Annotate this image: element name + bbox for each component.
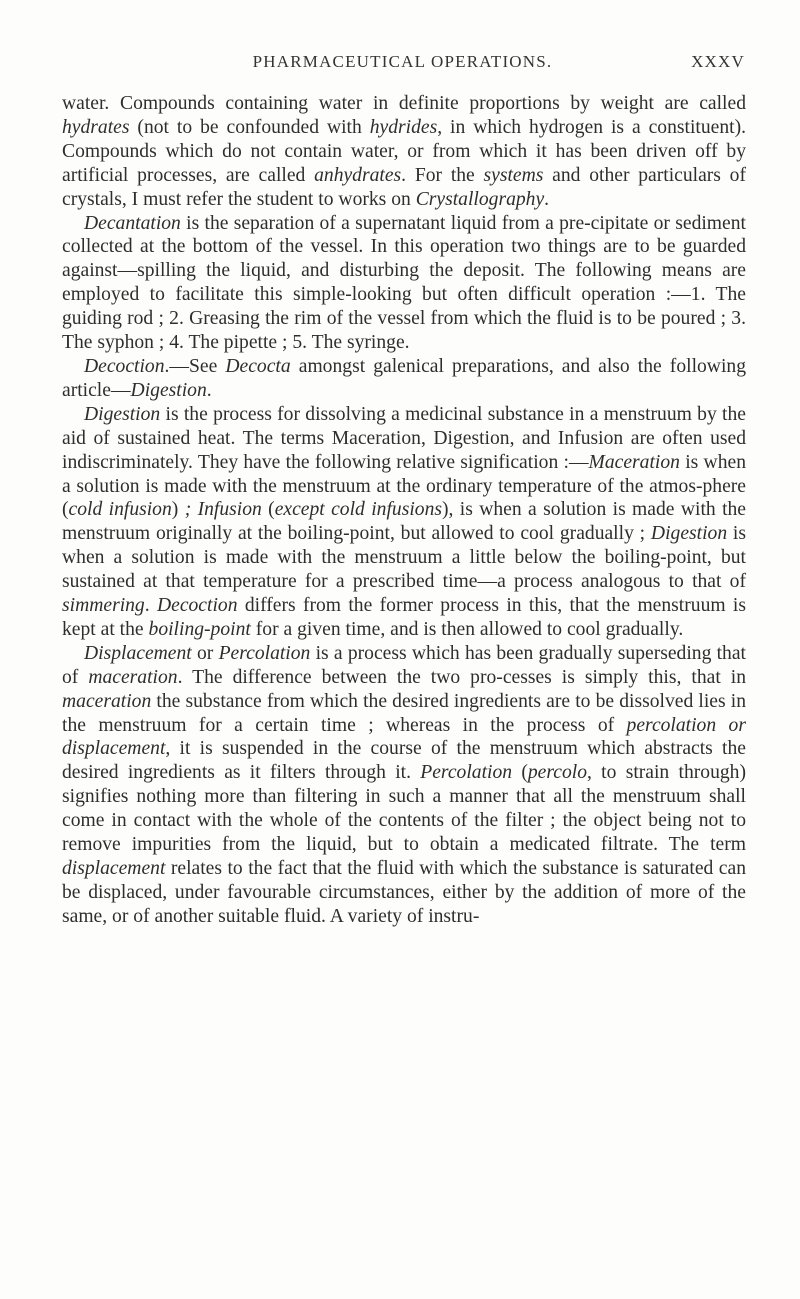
text-run: . bbox=[206, 379, 212, 401]
italic-term: Digestion bbox=[650, 523, 728, 545]
text-run: for a given time, and is then allowed to cool gradually. bbox=[250, 618, 684, 640]
italic-term: percolo bbox=[527, 762, 587, 784]
italic-term: hydrides bbox=[369, 116, 438, 138]
text-run: differs from the former process in this, that the menstruum is kept at the bbox=[62, 595, 747, 640]
text-run: and other particulars of crystals, I must refer the student to works on bbox=[62, 164, 746, 210]
italic-term: anhydrates bbox=[314, 164, 402, 186]
italic-term: displacement bbox=[62, 858, 166, 879]
paragraph bbox=[62, 212, 746, 355]
running-head-title: PHARMACEUTICAL OPERATIONS. bbox=[252, 52, 553, 71]
text-run: is the process for dissolving a medicinal substance in a menstruum by the aid of sustained heat. The terms Maceration, Digestion, and Infusion are often used indiscriminately. They have the following relative signification :— bbox=[62, 403, 746, 473]
italic-term: Decoction bbox=[156, 595, 238, 617]
paragraph bbox=[62, 403, 746, 642]
text-run: , it is suspended in the course of the menstruum which abstracts the desired ingredients as it filters through it. bbox=[62, 738, 746, 784]
text-run: , in which hydrogen is a constituent). Compounds which do not contain water, or from which it has been driven off by artificial processes, are called bbox=[62, 116, 746, 186]
text-run: . bbox=[544, 188, 550, 210]
italic-term: systems bbox=[483, 164, 544, 186]
italic-term: maceration bbox=[88, 666, 178, 688]
italic-term: Percolation bbox=[218, 642, 311, 664]
text-run: ), is when a solution is made with the menstruum originally at the boiling-point, but allowed to cool gradually ; bbox=[62, 499, 746, 545]
italic-term: hydrates bbox=[62, 116, 130, 138]
text-run: or bbox=[191, 642, 219, 664]
text-run: amongst galenical preparations, and also the following article— bbox=[62, 355, 746, 401]
body-text bbox=[62, 92, 746, 929]
paragraph bbox=[62, 355, 746, 403]
text-run: is when a solution is made with the menstruum a little below the boiling-point, but sustained at that temperature for a prescribed time—a process analogous to that of bbox=[62, 523, 746, 593]
italic-term: simmering bbox=[62, 595, 145, 617]
running-head bbox=[60, 52, 745, 76]
text-run: (not to be confounded with bbox=[129, 116, 370, 138]
italic-term: Decoction bbox=[84, 355, 165, 377]
italic-term: Percolation bbox=[420, 762, 513, 784]
text-run: .—See bbox=[164, 355, 226, 377]
text-run: ( bbox=[512, 762, 528, 784]
italic-term: Crystallography bbox=[415, 188, 545, 210]
italic-term: maceration bbox=[62, 690, 152, 712]
page-number: XXXV bbox=[691, 52, 745, 71]
italic-term: Digestion bbox=[84, 403, 161, 425]
italic-term: percolation or displacement bbox=[62, 714, 746, 760]
paragraph bbox=[62, 92, 746, 212]
italic-term: Decocta bbox=[225, 355, 291, 377]
italic-term: Decantation bbox=[84, 212, 181, 234]
italic-term: Digestion bbox=[130, 379, 207, 401]
text-run: . For the bbox=[401, 164, 484, 186]
text-run: , to strain through) signifies nothing more than filtering in such a manner that all the menstruum shall come in contact with the whole of the contents of the filter ; the object being not to remove impurities from the liquid, but to obtain a medicated filtrate. The term bbox=[62, 762, 746, 856]
text-run: is the separation of a supernatant liquid from a pre-cipitate or sediment collected at the bottom of the vessel. In this operation two things are to be guarded against—spilling the liquid, and disturbing the deposit. The following means are employed to facilitate this simple-looking but often difficult operation :—1. The guiding rod ; 2. Greasing the rim of the vessel from which the fluid is to be poured ; 3. The syphon ; 4. The pipette ; 5. The syringe. bbox=[62, 212, 746, 354]
italic-term: ; Infusion bbox=[184, 499, 262, 521]
text-run: relates to the fact that the fluid with which the substance is saturated can be displaced, under favourable circumstances, either by the addition of more of the same, or of another suitable fluid. A variety of instru- bbox=[62, 858, 746, 927]
text-run: . The difference between the two pro-cesses is simply this, that in bbox=[177, 666, 746, 688]
italic-term: boiling-point bbox=[148, 618, 251, 640]
text-run: . bbox=[144, 595, 157, 617]
text-run: ( bbox=[261, 499, 275, 521]
text-run: water. Compounds containing water in definite proportions by weight are called bbox=[62, 93, 746, 114]
italic-term: cold infusion bbox=[68, 499, 172, 521]
paragraph bbox=[62, 642, 746, 929]
italic-term: Maceration bbox=[588, 451, 680, 473]
text-run: is when a solution is made with the menstruum at the ordinary temperature of the atmos-phere ( bbox=[62, 451, 747, 521]
text-run: the substance from which the desired ingredients are to be dissolved lies in the menstruum for a certain time ; whereas in the process of bbox=[62, 690, 746, 736]
text-run: ) bbox=[171, 499, 185, 521]
italic-term: except cold infusions bbox=[274, 499, 442, 521]
text-run: is a process which has been gradually superseding that of bbox=[62, 642, 746, 688]
italic-term: Displacement bbox=[84, 642, 192, 664]
